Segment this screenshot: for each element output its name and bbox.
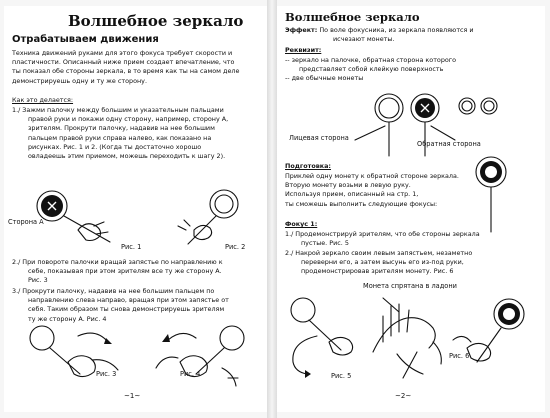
- figure-6-illustration: [449, 292, 539, 382]
- figure-5-label: Рис. 5: [331, 372, 352, 380]
- front-side-label: Лицевая сторона: [289, 134, 349, 142]
- figure-1-label: Рис. 1: [121, 243, 142, 251]
- figure-6-label: Рис. 6: [449, 352, 470, 360]
- section-heading: Отрабатываем движения: [12, 34, 159, 45]
- side-a-label: Сторона А: [8, 218, 44, 226]
- hand-covering-mirror-illustration: [363, 292, 443, 382]
- trick-step-1: 1./ Продемонстрируй зрителям, что обе стороны зеркала пустые. Рис. 5: [285, 230, 480, 248]
- book-gutter: [267, 0, 277, 418]
- effect-text: Эффект: По воле фокусника, из зеркала появляются и исчезают монеты.: [285, 26, 474, 44]
- figure-3-label: Рис. 3: [96, 370, 117, 378]
- prep-heading: Подготовка:: [285, 162, 331, 170]
- howto-heading: Как это делается:: [12, 96, 74, 104]
- intro-paragraph: Техника движений руками для этого фокуса требует скорости и пластичности. Описанный ниже прием создает впечатление, что ты показал обе стороны зеркала, в то время как ты на самом деле демонстрируешь одну и ту же сторону.: [12, 49, 240, 85]
- prep-text: Приклей одну монету к обратной стороне зеркала. Вторую монету возьми в левую руку. Используя прием, описанный на стр. 1, ты сможешь выполнить следующие фокусы:: [285, 172, 459, 208]
- figure-2-label: Рис. 2: [225, 243, 246, 251]
- left-page: [4, 6, 267, 412]
- figure-1-illustration: [24, 178, 124, 244]
- page-title: Волшебное зеркало: [285, 10, 420, 24]
- props-heading: Реквизит:: [285, 46, 322, 54]
- back-side-label: Обратная сторона: [417, 140, 481, 148]
- step-1-text: 1./ Зажми палочку между большим и указательным пальцами правой руки и покажи одну сторону, например, сторону А, зрителям. Прокрути палочку, надавив на нее большим пальцем правой руки справа налево, как показано на рисунках. Рис. 1 и 2. (Когда ты достаточно хорошо овладеешь этим приемом, можешь переходить к шагу 2).: [12, 106, 229, 161]
- props-list: -- зеркало на палочке, обратная сторона которого представляет собой клейкую поверхность -- две обычные монеты: [285, 56, 457, 83]
- figure-4-label: Рис. 4: [180, 370, 201, 378]
- mirror-with-coin-illustration: [467, 150, 517, 234]
- coin-hidden-label: Монета спрятана в ладони: [363, 282, 457, 290]
- page-title: Волшебное зеркало: [68, 12, 244, 30]
- trick-heading: Фокус 1:: [285, 220, 318, 228]
- figure-2-illustration: [164, 180, 264, 250]
- page-number: ~1~: [124, 392, 141, 400]
- figure-4-illustration: [152, 318, 252, 388]
- trick-step-2: 2./ Накрой зеркало своим левым запястьем, незаметно переверни его, а затем высунь его из-под руки, продемонстрировав зрителям монету. Рис. 6: [285, 249, 473, 276]
- figure-5-illustration: [283, 292, 363, 382]
- step-3-text: 3./ Прокрути палочку, надавив на нее большим пальцем по направлению слева направо, вращая при этом запястье от себя. Таким образом ты снова демонстрируешь зрителям ту же сторону А. Рис. 4: [12, 287, 229, 323]
- page-number: ~2~: [395, 392, 412, 400]
- step-2-text: 2./ При повороте палочки вращай запястье по направлению к себе, показывая при этом зрителям все ту же сторону А. Рис. 3: [12, 258, 223, 285]
- right-page: [277, 6, 545, 412]
